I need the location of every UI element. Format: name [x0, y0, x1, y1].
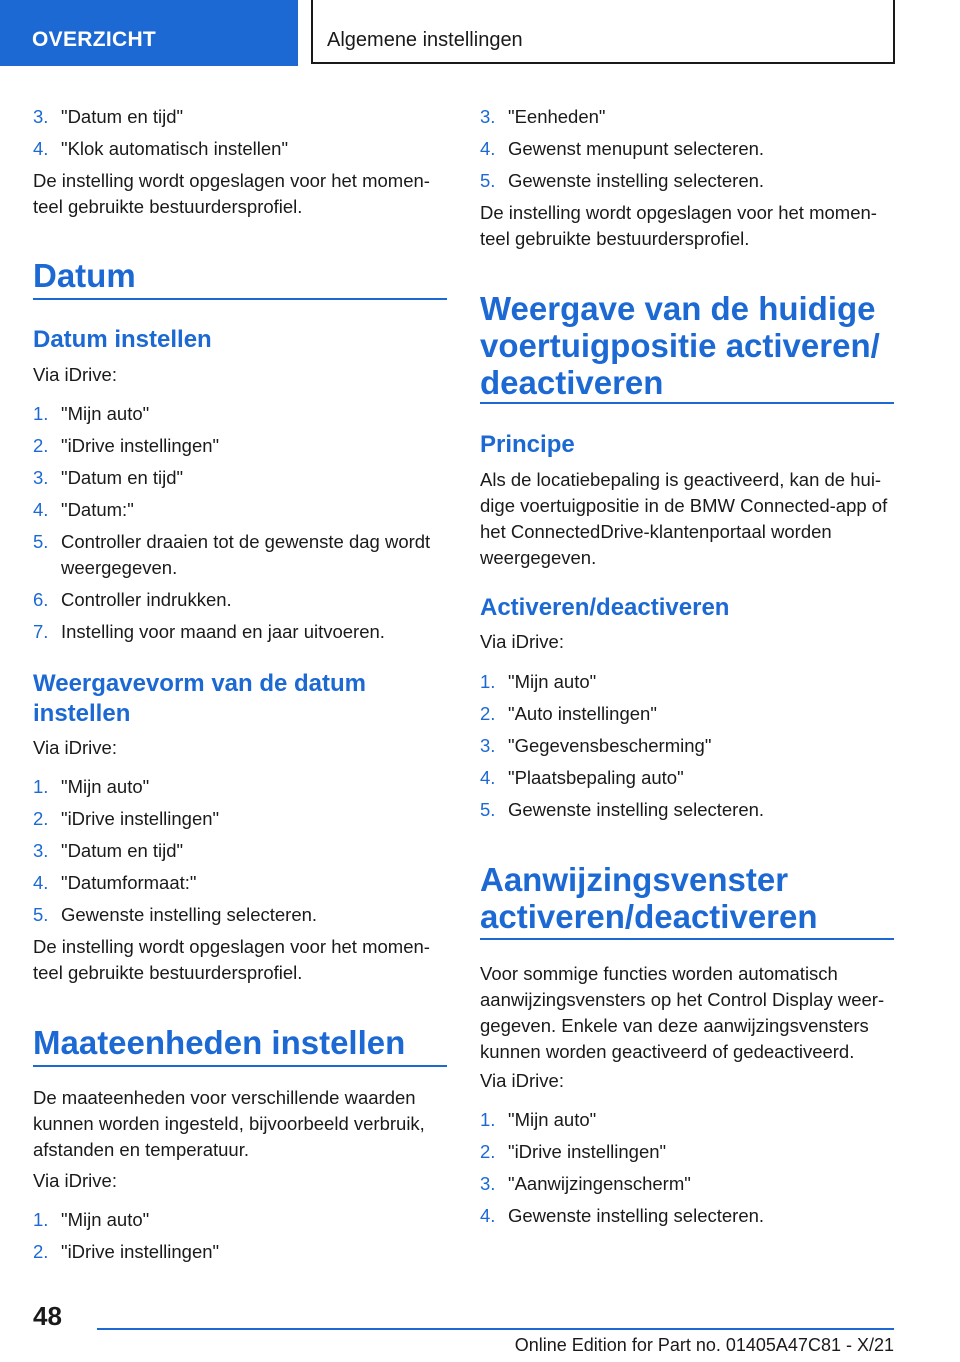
via-idrive-label: Via iDrive:: [480, 1070, 564, 1091]
heading-datum-instellen: Datum instellen: [33, 326, 212, 353]
heading-weergave-positie: Weergave van de huidige voertuigpositie activeren/ deactiveren: [480, 290, 880, 401]
intro-paragraph: De maateenheden voor verschillende waarden kunnen worden ingesteld, bijvoorbeeld verbruik, afstanden en temperatuur.: [33, 1087, 425, 1160]
heading-rule: [480, 402, 894, 404]
heading-rule: [33, 298, 447, 300]
via-idrive-label: Via iDrive:: [33, 364, 117, 385]
page-header: [0, 0, 960, 66]
principe-paragraph: Als de locatiebepaling is geactiveerd, kan de hui‐dige voertuigpositie in de BMW Connected-app of het ConnectedDrive-klantenportaal worden weergegeven.: [480, 469, 888, 568]
note-paragraph: De instelling wordt opgeslagen voor het momen‐teel gebruikte bestuurdersprofiel.: [33, 936, 430, 983]
heading-activeren: Activeren/deactiveren: [480, 594, 730, 621]
via-idrive-label: Via iDrive:: [33, 737, 117, 758]
heading-aanwijzingsvenster: Aanwijzingsvenster activeren/deactiveren: [480, 861, 818, 935]
note-paragraph: De instelling wordt opgeslagen voor het momen‐teel gebruikte bestuurdersprofiel.: [33, 170, 430, 217]
page-number: 48: [33, 1301, 62, 1331]
section-title: Algemene instellingen: [311, 0, 895, 64]
heading-rule: [480, 938, 894, 940]
via-idrive-label: Via iDrive:: [33, 1170, 117, 1191]
intro-paragraph: Voor sommige functies worden automatisch aanwijzingsvensters op het Control Display weer‐gegeven. Enkele van deze aanwijzingsvensters kunnen worden geactiveerd of gedeactiveerd.: [480, 963, 885, 1062]
via-idrive-label: Via iDrive:: [480, 631, 564, 652]
footer-edition: Online Edition for Part no. 01405A47C81 - X/21: [514, 1335, 894, 1355]
footer-rule: [97, 1328, 894, 1330]
heading-rule: [33, 1065, 447, 1067]
heading-maateenheden: Maateenheden instellen: [33, 1024, 406, 1061]
heading-datum: Datum: [33, 257, 136, 294]
heading-weergavevorm: Weergavevorm van de datum instellen: [33, 670, 367, 727]
note-paragraph: De instelling wordt opgeslagen voor het momen‐teel gebruikte bestuurdersprofiel.: [480, 202, 877, 249]
tab-overview[interactable]: OVERZICHT: [0, 0, 298, 66]
heading-principe: Principe: [480, 431, 575, 458]
